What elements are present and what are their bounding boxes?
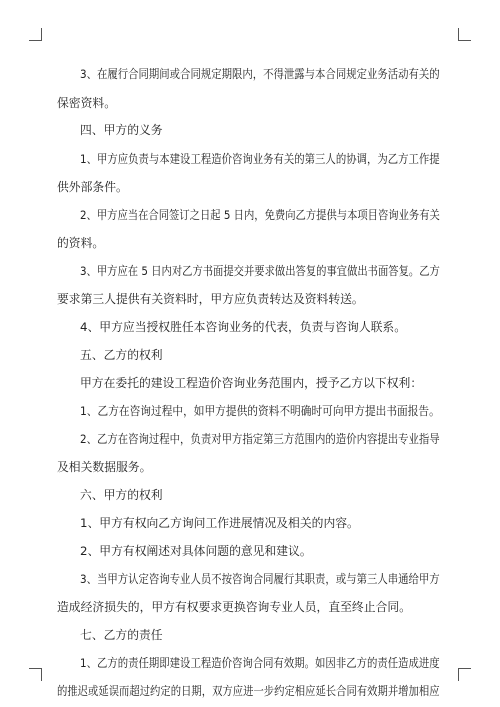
paragraph-line: 2、乙方在咨询过程中，负责对甲方指定第三方范围内的造价内容提出专业指导 <box>80 432 440 447</box>
paragraph-line: 3、在履行合同期间或合同规定期限内，不得泄露与本合同规定业务活动有关的 <box>80 67 440 81</box>
paragraph-line: 1、甲方应负责与本建设工程造价咨询业务有关的第三人的协调，为乙方工作提 <box>80 152 440 167</box>
paragraph-line: 的推迟或延误而超过约定的日期，双方应进一步约定相应延长合同有效期并增加相应 <box>57 684 440 698</box>
section-heading: 四、甲方的义务 <box>80 123 163 138</box>
paragraph-line: 1、乙方在咨询过程中，如甲方提供的资料不明确时可向甲方提出书面报告。 <box>80 403 440 418</box>
paragraph-line: 2、甲方应当在合同签订之日起 5 日内，免费向乙方提供与本项目咨询业务有关 <box>80 207 440 222</box>
paragraph-line: 2、甲方有权阐述对具体问题的意见和建议。 <box>80 544 312 559</box>
section-heading: 七、乙方的责任 <box>80 627 163 642</box>
crop-mark-top-right <box>458 28 471 41</box>
paragraph-line: 要求第三人提供有关资料时，甲方应负责转达及资料转送。 <box>57 291 364 306</box>
paragraph-line: 甲方在委托的建设工程造价咨询业务范围内，授予乙方以下权利： <box>80 376 423 390</box>
crop-mark-bottom-left <box>29 668 42 681</box>
paragraph-line: 1、甲方有权向乙方询问工作进展情况及相关的内容。 <box>80 515 359 530</box>
paragraph-line: 及相关数据服务。 <box>57 460 152 475</box>
paragraph-line: 造成经济损失的，甲方有权要求更换咨询专业人员，直至终止合同。 <box>57 599 411 614</box>
paragraph-line: 的资料。 <box>57 236 105 251</box>
crop-mark-top-left <box>29 28 42 41</box>
paragraph-line: 3、当甲方认定咨询专业人员不按咨询合同履行其职责，或与第三人串通给甲方 <box>80 572 440 587</box>
section-heading: 六、甲方的权利 <box>80 487 163 502</box>
paragraph-line: 4、甲方应当授权胜任本咨询业务的代表，负责与咨询人联系。 <box>80 319 407 334</box>
paragraph-line: 3、甲方应在 5 日内对乙方书面提交并要求做出答复的事宜做出书面答复。乙方 <box>80 264 440 279</box>
paragraph-line: 供外部条件。 <box>57 179 128 194</box>
paragraph-line: 保密资料。 <box>57 95 116 110</box>
paragraph-line: 1、乙方的责任期即建设工程造价咨询合同有效期。如因非乙方的责任造成进度 <box>80 656 440 671</box>
crop-mark-bottom-right <box>458 668 471 681</box>
section-heading: 五、乙方的权利 <box>80 348 163 363</box>
